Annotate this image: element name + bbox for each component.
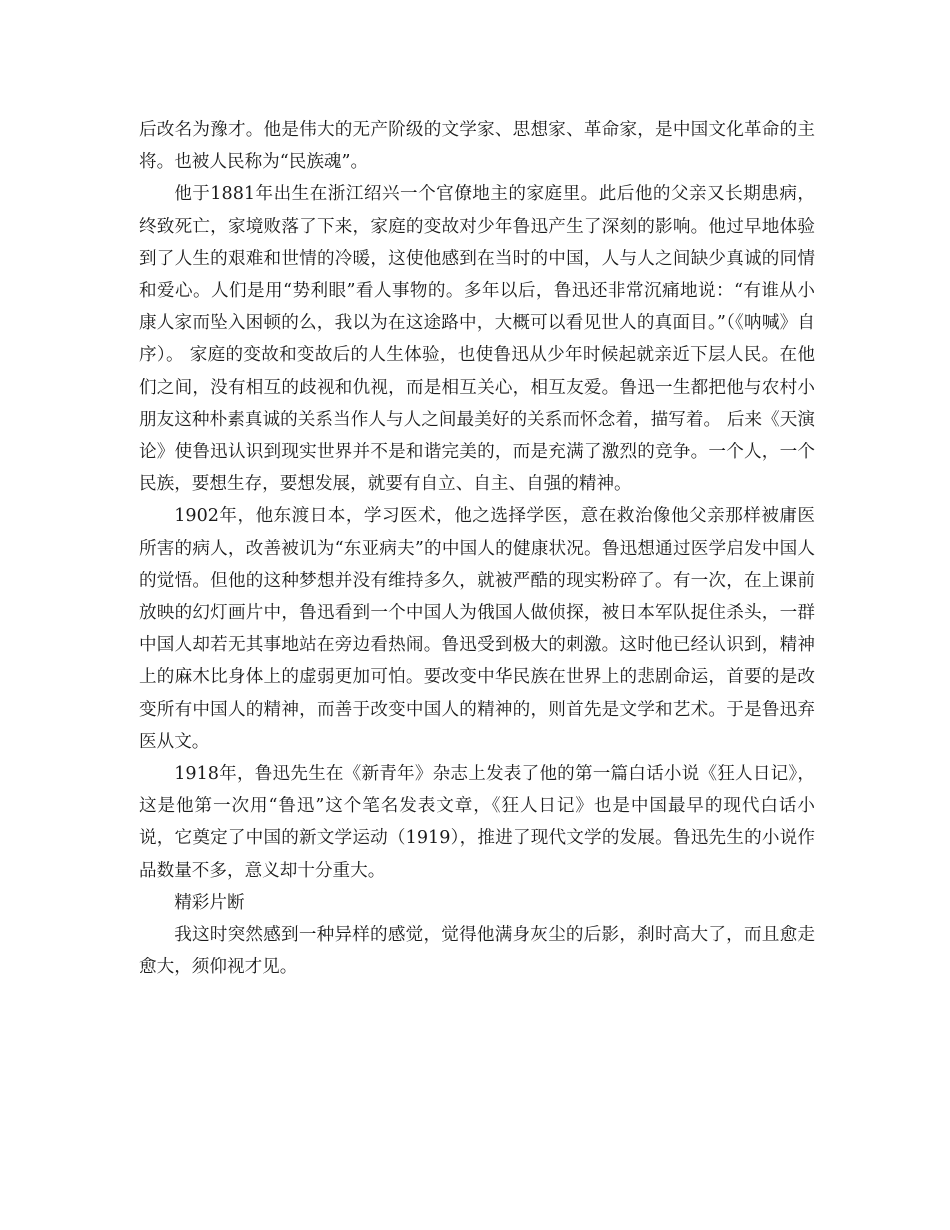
paragraph-excerpt: 我这时突然感到一种异样的感觉，觉得他满身灰尘的后影，刹时高大了，而且愈走愈大，须仰视才见。 (139, 925, 815, 978)
paragraph-japan-study: 1902年，他东渡日本，学习医术，他之选择学医，意在救治像他父亲那样被庸医所害的病人，改善被讥为“东亚病夫”的中国人的健康状况。鲁迅想通过医学启发中国人的觉悟。但他的这种梦想并没有维持多久，就被严酷的现实粉碎了。有一次，在上课前放映的幻灯画片中，鲁迅看到一个中国人为俄国人做侦探，被日本军队捉住杀头，一群中国人却若无其事地站在旁边看热闹。鲁迅受到极大的刺激。这时他已经认识到，精神上的麻木比身体上的虚弱更加可怕。要改变中华民族在世界上的悲剧命运，首要的是改变所有中国人的精神，而善于改变中国人的精神的，则首先是文学和艺术。于是鲁迅弃医从文。 (139, 506, 815, 752)
document-body (139, 114, 815, 983)
section-heading-excerpt: 精彩片断 (174, 892, 245, 913)
paragraph-literary-debut: 1918年，鲁迅先生在《新青年》杂志上发表了他的第一篇白话小说《狂人日记》，这是他第一次用“鲁迅”这个笔名发表文章，《狂人日记》也是中国最早的现代白话小说，它奠定了中国的新文学运动（1919），推进了现代文学的发展。鲁迅先生的小说作品数量不多，意义却十分重大。 (139, 764, 815, 881)
paragraph-early-life: 他于1881年出生在浙江绍兴一个官僚地主的家庭里。此后他的父亲又长期患病，终致死亡，家境败落了下来，家庭的变故对少年鲁迅产生了深刻的影响。他过早地体验到了人生的艰难和世情的冷暖，这使他感到在当时的中国，人与人之间缺少真诚的同情和爱心。人们是用“势利眼”看人事物的。多年以后，鲁迅还非常沉痛地说：“有谁从小康人家而坠入困顿的么，我以为在这途路中，大概可以看见世人的真面目。”（《呐喊》自序）。 家庭的变故和变故后的人生体验，也使鲁迅从少年时候起就亲近下层人民。在他们之间，没有相互的歧视和仇视，而是相互关心，相互友爱。鲁迅一生都把他与农村小朋友这种朴素真诚的关系当作人与人之间最美好的关系而怀念着，描写着。 后来《天演论》使鲁迅认识到现实世界并不是和谐完美的，而是充满了激烈的竞争。一个人，一个民族，要想生存，要想发展，就要有自立、自主、自强的精神。 (139, 184, 815, 495)
paragraph-intro-continued: 后改名为豫才。他是伟大的无产阶级的文学家、思想家、革命家，是中国文化革命的主将。也被人民称为“民族魂”。 (139, 120, 815, 173)
